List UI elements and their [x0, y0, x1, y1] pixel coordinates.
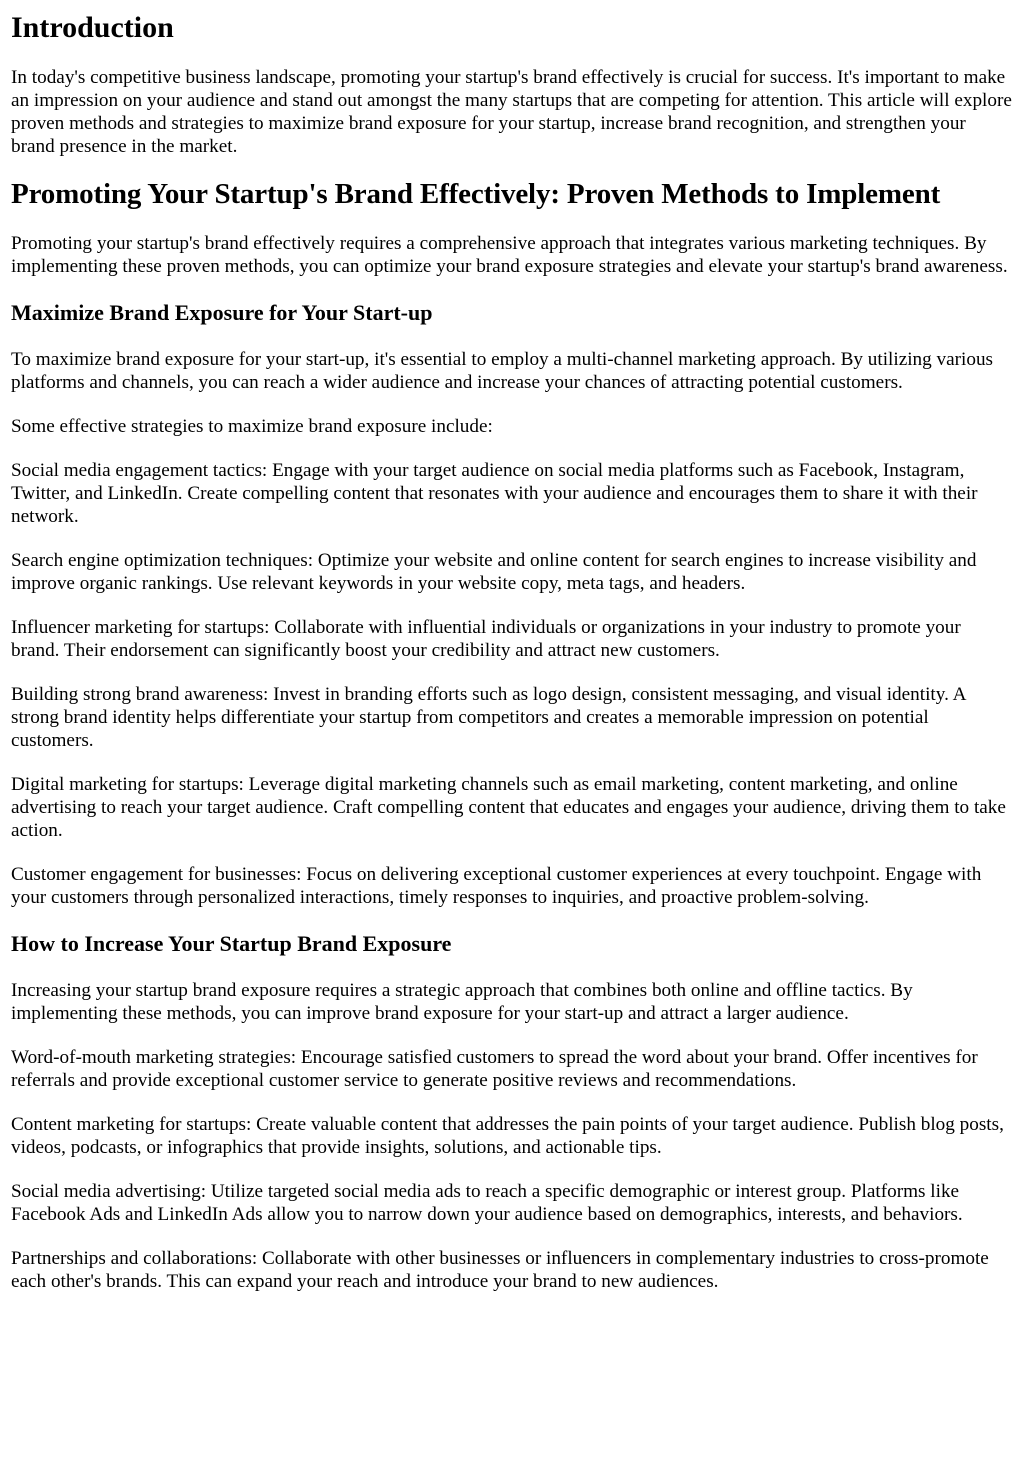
- increase-paragraph: Social media advertising: Utilize targeted social media ads to reach a specific demographic or interest group. Platforms like Facebook Ads and LinkedIn Ads allow you to narrow down your audience based on demographics, interests, and behaviors.: [11, 1181, 963, 1225]
- increase-paragraph: Content marketing for startups: Create valuable content that addresses the pain points of your target audience. Publish blog posts, videos, podcasts, or infographics that provide insights, solutions, and actionable tips.: [11, 1114, 1004, 1158]
- introduction-heading: Introduction: [11, 11, 174, 44]
- maximize-paragraph: Search engine optimization techniques: Optimize your website and online content for search engines to increase visibility and improve organic rankings. Use relevant keywords in your website copy, meta tags, and headers.: [11, 550, 977, 594]
- maximize-paragraph: Customer engagement for businesses: Focus on delivering exceptional customer experiences at every touchpoint. Engage with your customers through personalized interactions, timely responses to inquiries, and proactive problem-solving.: [11, 864, 982, 908]
- increase-paragraph: Word-of-mouth marketing strategies: Encourage satisfied customers to spread the word about your brand. Offer incentives for referrals and provide exceptional customer service to generate positive reviews and recommendations.: [11, 1047, 978, 1091]
- promoting-paragraph: Promoting your startup's brand effectively requires a comprehensive approach that integrates various marketing techniques. By implementing these proven methods, you can optimize your brand exposure strategies and elevate your startup's brand awareness.: [11, 233, 1008, 277]
- promoting-heading: Promoting Your Startup's Brand Effectively: Proven Methods to Implement: [11, 178, 941, 210]
- maximize-paragraph: Social media engagement tactics: Engage with your target audience on social media platforms such as Facebook, Instagram, Twitter, and LinkedIn. Create compelling content that resonates with your audience and encourages them to share it with their network.: [11, 460, 978, 527]
- increase-paragraph: Increasing your startup brand exposure requires a strategic approach that combines both online and offline tactics. By implementing these methods, you can improve brand exposure for your start-up and attract a larger audience.: [11, 980, 913, 1024]
- maximize-paragraph: Some effective strategies to maximize brand exposure include:: [11, 416, 493, 437]
- increase-paragraph: Partnerships and collaborations: Collaborate with other businesses or influencers in complementary industries to cross-promote each other's brands. This can expand your reach and introduce your brand to new audiences.: [11, 1248, 989, 1292]
- introduction-paragraph: In today's competitive business landscape, promoting your startup's brand effectively is crucial for success. It's important to make an impression on your audience and stand out amongst the many startups that are competing for attention. This article will explore proven methods and strategies to maximize brand exposure for your startup, increase brand recognition, and strengthen your brand presence in the market.: [11, 67, 1012, 157]
- maximize-paragraph: Influencer marketing for startups: Collaborate with influential individuals or organizations in your industry to promote your brand. Their endorsement can significantly boost your credibility and attract new customers.: [11, 617, 961, 661]
- maximize-heading: Maximize Brand Exposure for Your Start-up: [11, 300, 433, 325]
- maximize-paragraph: To maximize brand exposure for your start-up, it's essential to employ a multi-channel marketing approach. By utilizing various platforms and channels, you can reach a wider audience and increase your chances of attracting potential customers.: [11, 349, 994, 393]
- maximize-paragraph: Digital marketing for startups: Leverage digital marketing channels such as email marketing, content marketing, and online advertising to reach your target audience. Craft compelling content that educates and engages your audience, driving them to take action.: [11, 774, 1006, 841]
- maximize-paragraph: Building strong brand awareness: Invest in branding efforts such as logo design, consistent messaging, and visual identity. A strong brand identity helps differentiate your startup from competitors and creates a memorable impression on potential customers.: [11, 684, 966, 751]
- increase-heading: How to Increase Your Startup Brand Exposure: [11, 931, 452, 956]
